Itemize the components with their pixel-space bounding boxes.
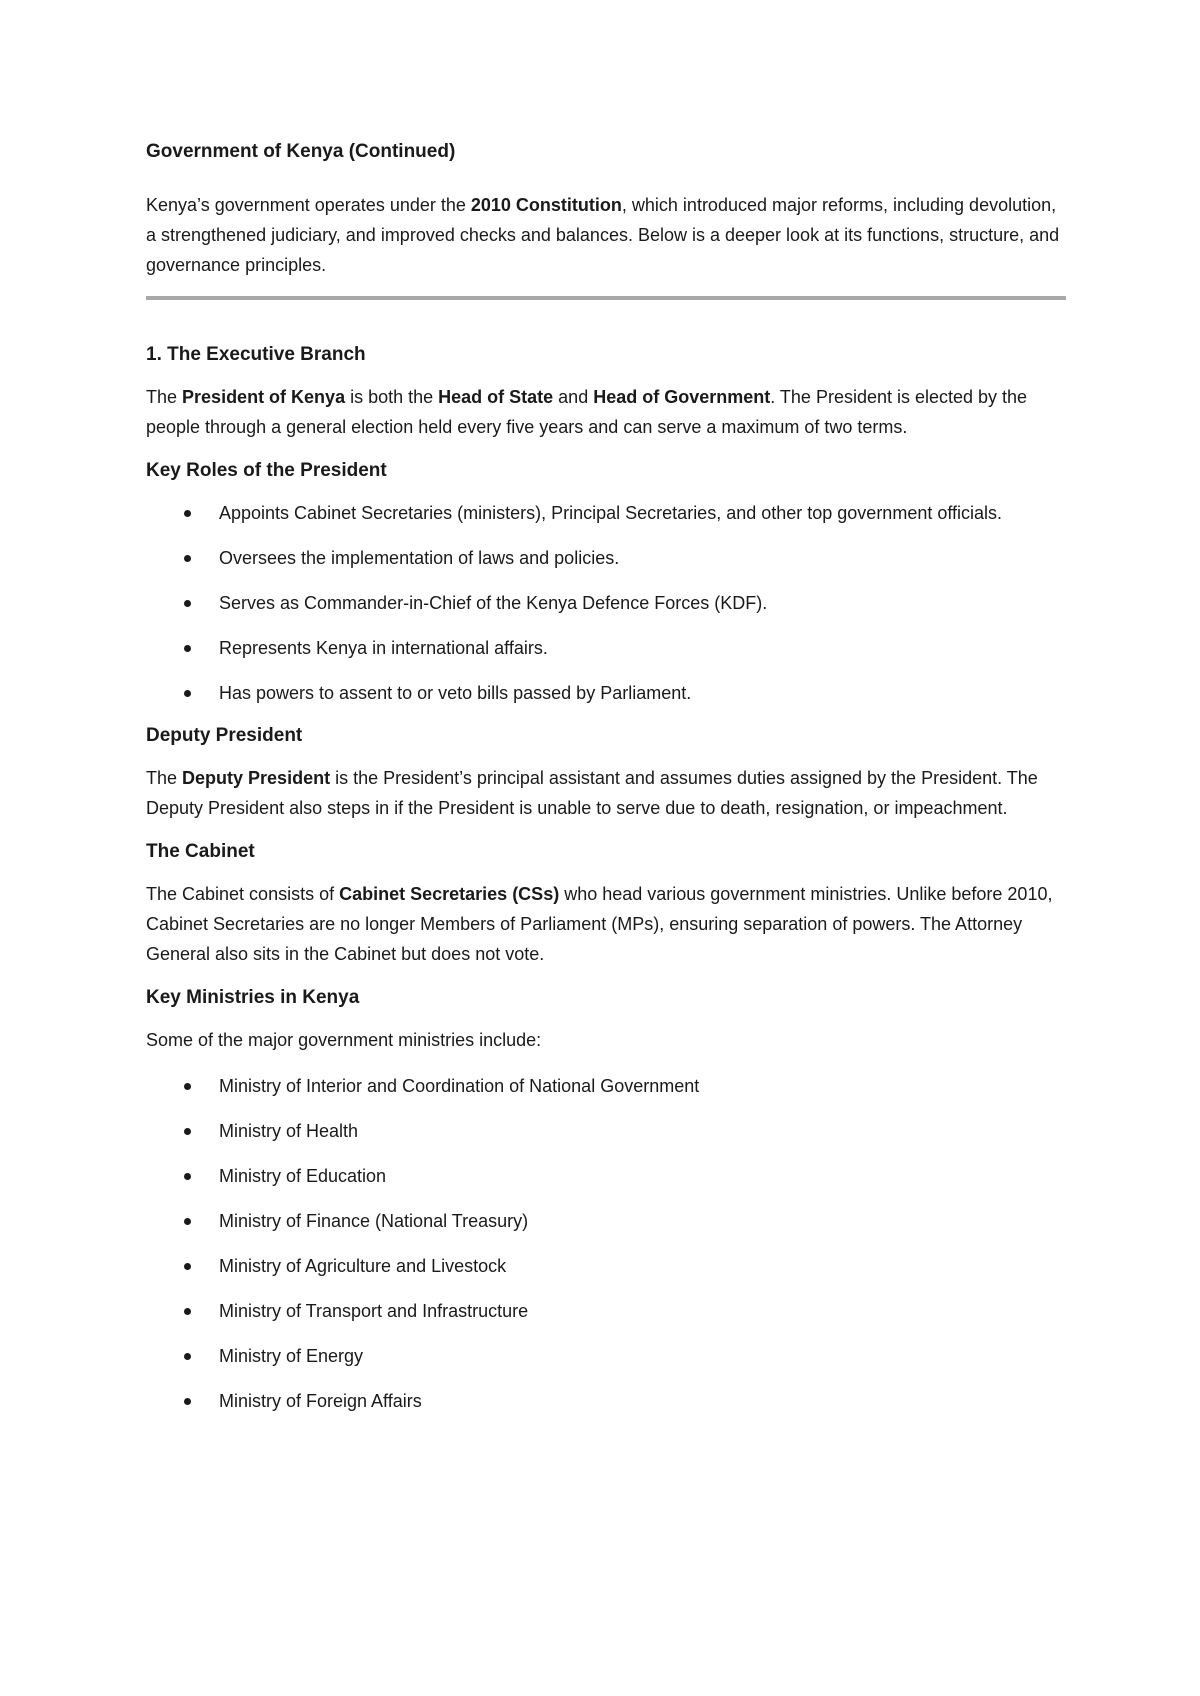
list-item: Ministry of Interior and Coordination of National Government — [146, 1071, 1066, 1101]
list-item: Ministry of Health — [146, 1116, 1066, 1146]
cabinet-heading: The Cabinet — [146, 841, 255, 862]
executive-heading: 1. The Executive Branch — [146, 344, 366, 365]
ministries-intro: Some of the major government ministries include: — [146, 1030, 542, 1050]
intro-paragraph: Kenya’s government operates under the 2010 Constitution, which introduced major reforms, including devolution, a strengthened judiciary, and improved checks and balances. Below is a deeper look at its functions, structure, and governance principles. — [146, 195, 1060, 275]
bullet-icon — [184, 555, 191, 562]
list-item: Ministry of Foreign Affairs — [146, 1386, 1066, 1416]
bullet-icon — [184, 1218, 191, 1225]
bullet-icon — [184, 510, 191, 517]
bullet-icon — [184, 1083, 191, 1090]
bullet-icon — [184, 1353, 191, 1360]
list-item: Ministry of Agriculture and Livestock — [146, 1251, 1066, 1281]
list-item: Has powers to assent to or veto bills passed by Parliament. — [146, 678, 1066, 708]
list-item: Ministry of Finance (National Treasury) — [146, 1206, 1066, 1236]
bullet-icon — [184, 645, 191, 652]
ministries-heading: Key Ministries in Kenya — [146, 987, 360, 1008]
bullet-icon — [184, 1128, 191, 1135]
list-item: Ministry of Energy — [146, 1341, 1066, 1371]
deputy-heading: Deputy President — [146, 725, 303, 746]
key-roles-list — [146, 498, 1066, 708]
bullet-icon — [184, 1173, 191, 1180]
bullet-icon — [184, 690, 191, 697]
document-page — [146, 140, 1066, 1431]
intro-bold-constitution: 2010 Constitution — [470, 195, 622, 215]
bullet-icon — [184, 600, 191, 607]
list-item: Appoints Cabinet Secretaries (ministers), Principal Secretaries, and other top government officials. — [146, 498, 1066, 528]
executive-paragraph: The President of Kenya is both the Head of State and Head of Government. The President is elected by the people through a general election held every five years and can serve a maximum of two terms. — [146, 387, 1028, 437]
horizontal-divider — [146, 296, 1066, 300]
list-item: Ministry of Education — [146, 1161, 1066, 1191]
bullet-icon — [184, 1398, 191, 1405]
key-roles-heading: Key Roles of the President — [146, 460, 387, 481]
list-item: Ministry of Transport and Infrastructure — [146, 1296, 1066, 1326]
list-item: Serves as Commander-in-Chief of the Kenya Defence Forces (KDF). — [146, 588, 1066, 618]
list-item: Oversees the implementation of laws and policies. — [146, 543, 1066, 573]
document-title: Government of Kenya (Continued) — [146, 141, 456, 162]
cabinet-paragraph: The Cabinet consists of Cabinet Secretaries (CSs) who head various government ministries. Unlike before 2010, Cabinet Secretaries are no longer Members of Parliament (MPs), ensuring separation of powers. The Attorney General also sits in the Cabinet but does not vote. — [146, 884, 1053, 964]
deputy-paragraph: The Deputy President is the President’s principal assistant and assumes duties assigned by the President. The Deputy President also steps in if the President is unable to serve due to death, resignation, or impeachment. — [146, 768, 1038, 818]
list-item: Represents Kenya in international affairs. — [146, 633, 1066, 663]
ministries-list — [146, 1071, 1066, 1416]
bullet-icon — [184, 1308, 191, 1315]
bullet-icon — [184, 1263, 191, 1270]
